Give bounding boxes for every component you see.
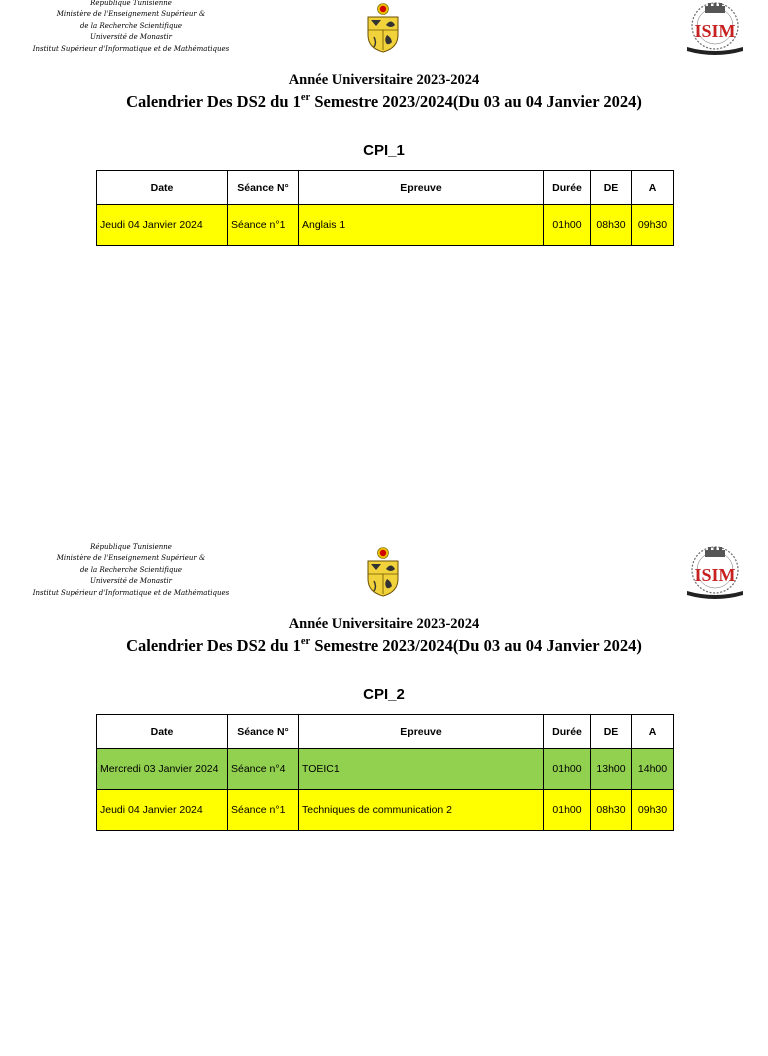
exam-calendar-cpi1 (0, 0, 768, 512)
ministry-line: Ministère de l'Enseignement Supérieur & (56, 554, 206, 563)
col-header-a: A (632, 171, 674, 205)
table-row (97, 790, 674, 831)
col-header-duree: Durée (544, 171, 591, 205)
cell-seance: Séance n°1 (228, 790, 299, 831)
cell-a: 09h30 (632, 790, 674, 831)
ministry-line: Institut Supérieur d'Informatique et de Mathématiques (32, 44, 230, 53)
ministry-line: Université de Monastir (89, 577, 172, 586)
logo-text: ISIM (694, 21, 736, 41)
cell-de: 13h00 (591, 749, 632, 790)
cell-seance: Séance n°4 (228, 749, 299, 790)
table-row (97, 205, 674, 246)
academic-year: Année Universitaire 2023-2024 (288, 616, 480, 632)
cell-duree: 01h00 (544, 749, 591, 790)
ministry-header (20, 542, 242, 599)
isim-logo-icon (681, 0, 749, 56)
cell-epreuve: Anglais 1 (299, 205, 544, 246)
cell-date: Jeudi 04 Janvier 2024 (97, 790, 228, 831)
ministry-header (20, 0, 242, 55)
cell-de: 08h30 (591, 205, 632, 246)
exam-table (96, 170, 674, 246)
cell-epreuve: Techniques de communication 2 (299, 790, 544, 831)
ministry-line: Université de Monastir (89, 33, 172, 42)
page-title: Calendrier Des DS2 du 1er Semestre 2023/2024(Du 03 au 04 Janvier 2024) (126, 635, 642, 655)
col-header-duree: Durée (544, 715, 591, 749)
cell-duree: 01h00 (544, 205, 591, 246)
col-header-seance: Séance N° (228, 715, 299, 749)
cell-duree: 01h00 (544, 790, 591, 831)
ministry-line: de la Recherche Scientifique (79, 565, 183, 574)
ministry-line: République Tunisienne (90, 0, 172, 7)
cell-date: Jeudi 04 Janvier 2024 (97, 205, 228, 246)
tunisia-emblem-icon (362, 2, 404, 54)
table-row (97, 749, 674, 790)
page-title: Calendrier Des DS2 du 1er Semestre 2023/2024(Du 03 au 04 Janvier 2024) (126, 91, 642, 111)
logo-text: ISIM (694, 565, 736, 585)
isim-logo-icon (681, 544, 749, 600)
cell-de: 08h30 (591, 790, 632, 831)
col-header-a: A (632, 715, 674, 749)
exam-table (96, 714, 674, 831)
table-header-row (97, 715, 674, 749)
col-header-epreuve: Epreuve (299, 715, 544, 749)
cell-a: 09h30 (632, 205, 674, 246)
cell-epreuve: TOEIC1 (299, 749, 544, 790)
table-header-row (97, 171, 674, 205)
col-header-date: Date (97, 715, 228, 749)
col-header-de: DE (591, 715, 632, 749)
academic-year: Année Universitaire 2023-2024 (288, 72, 480, 88)
ministry-line: République Tunisienne (90, 543, 172, 551)
col-header-de: DE (591, 171, 632, 205)
cell-a: 14h00 (632, 749, 674, 790)
col-header-seance: Séance N° (228, 171, 299, 205)
tunisia-emblem-icon (362, 546, 404, 598)
col-header-date: Date (97, 171, 228, 205)
cell-date: Mercredi 03 Janvier 2024 (97, 749, 228, 790)
ministry-line: Institut Supérieur d'Informatique et de Mathématiques (32, 588, 230, 597)
col-header-epreuve: Epreuve (299, 171, 544, 205)
class-heading: CPI_2 (363, 686, 405, 703)
ministry-line: de la Recherche Scientifique (79, 21, 183, 30)
class-heading: CPI_1 (363, 142, 405, 159)
cell-seance: Séance n°1 (228, 205, 299, 246)
exam-calendar-cpi2 (0, 544, 768, 1056)
ministry-line: Ministère de l'Enseignement Supérieur & (56, 10, 206, 19)
